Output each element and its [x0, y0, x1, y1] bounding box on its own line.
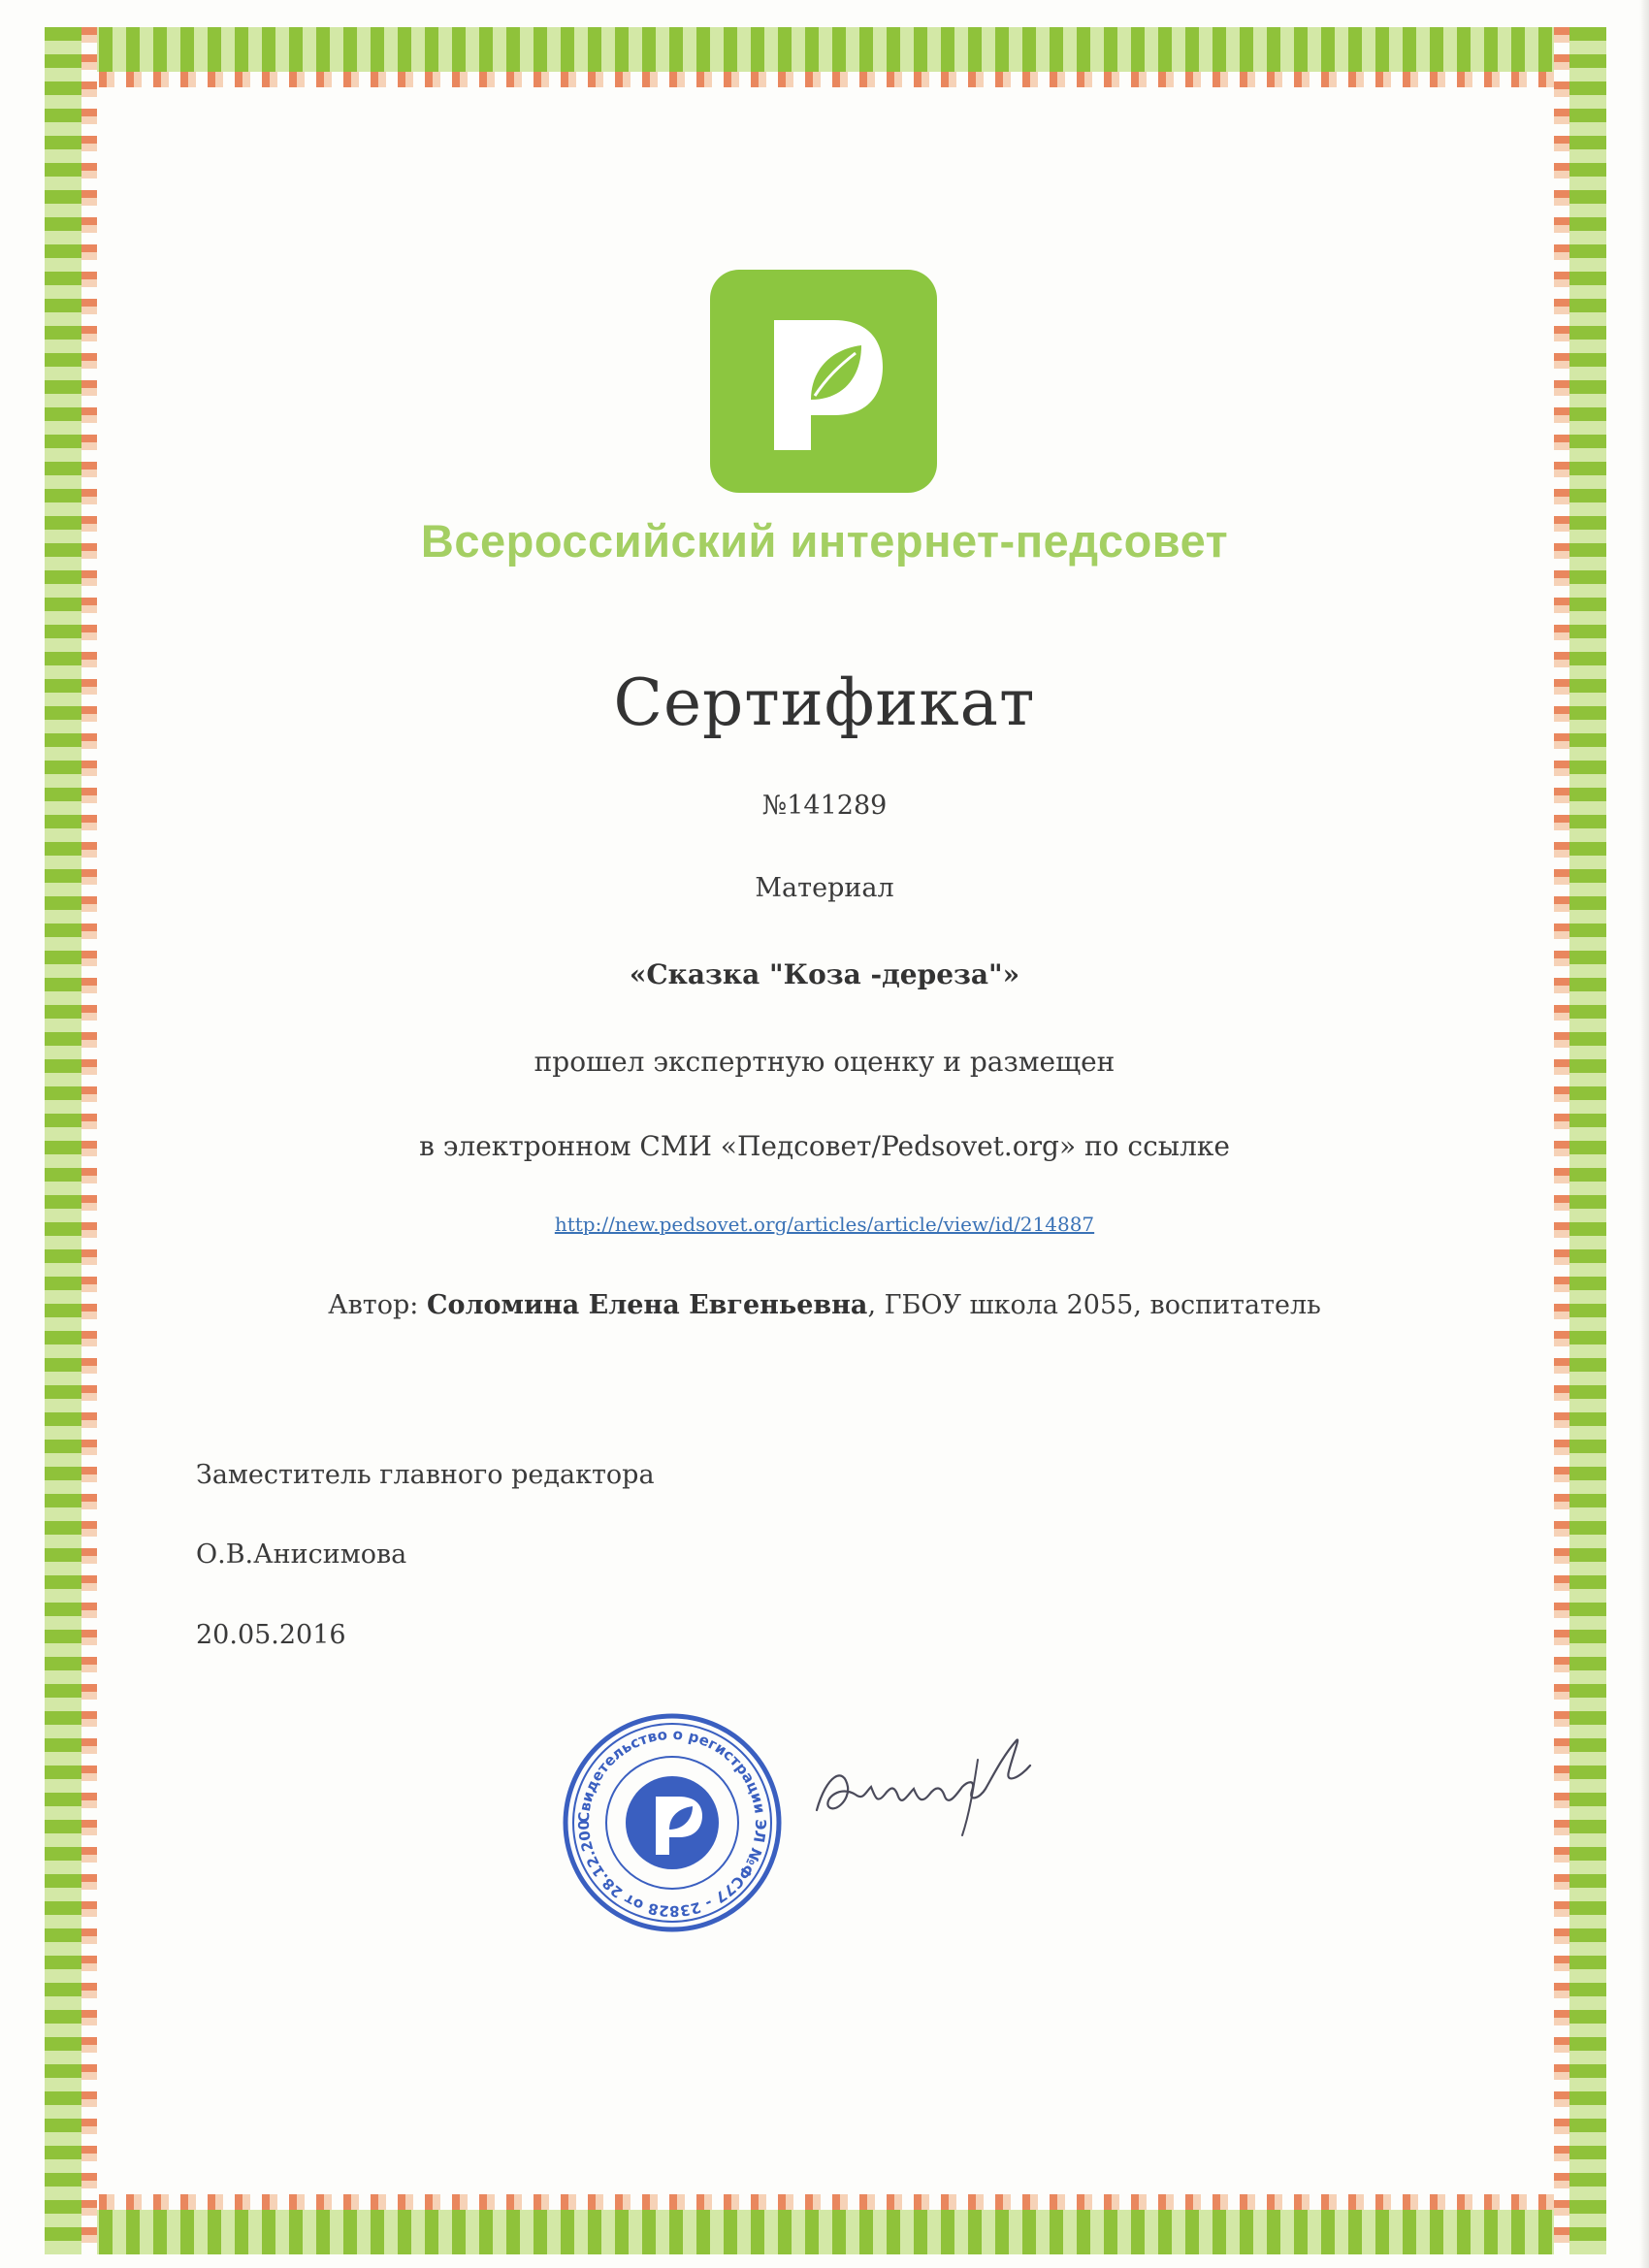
- author-label: Автор:: [328, 1290, 419, 1320]
- certificate-number: №141289: [761, 791, 888, 821]
- signatory-position: Заместитель главного редактора: [196, 1460, 655, 1490]
- issue-date: 20.05.2016: [196, 1620, 346, 1650]
- pedsovet-logo-icon: [710, 270, 937, 493]
- author-line: [0, 1290, 1649, 1320]
- material-label: Материал: [755, 873, 894, 903]
- signatory-name: О.В.Анисимова: [196, 1539, 407, 1570]
- material-title: «Сказка "Коза -дереза"»: [629, 958, 1020, 990]
- article-link[interactable]: http://new.pedsovet.org/articles/article/view/id/214887: [554, 1213, 1095, 1236]
- author-name: Соломина Елена Евгеньевна: [426, 1290, 868, 1320]
- expert-review-line: прошел экспертную оценку и размещен: [534, 1046, 1116, 1078]
- organization-name: Всероссийский интернет-педсовет: [420, 515, 1229, 567]
- author-details: , ГБОУ школа 2055, воспитатель: [867, 1290, 1321, 1320]
- decorative-border-top: [45, 27, 1606, 87]
- publication-line: в электронном СМИ «Педсовет/Pedsovet.org» по ссылке: [419, 1130, 1230, 1162]
- stamp-text: Свидетельство о регистрации ЭЛ №ФС77 - 23828 от 28.12.200: [574, 1725, 770, 1921]
- certificate-title: Сертификат: [613, 665, 1036, 740]
- official-stamp: [561, 1711, 784, 1938]
- handwritten-signature: [805, 1717, 1057, 1857]
- decorative-border-bottom: [45, 2194, 1606, 2254]
